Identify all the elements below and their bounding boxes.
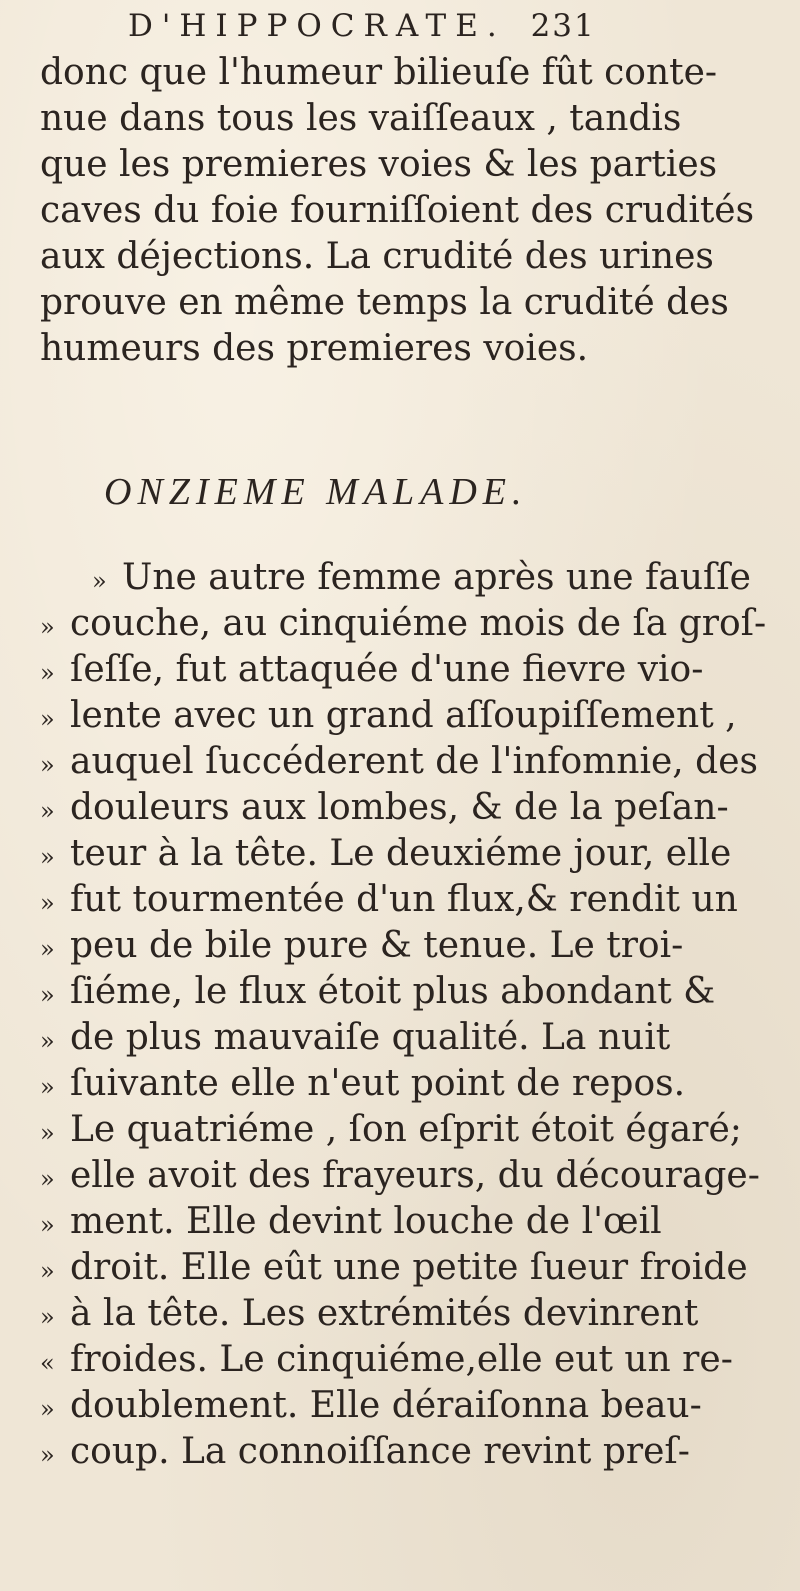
intro-paragraph [40, 50, 780, 372]
text-line: nue dans tous les vaiſſeaux , tandis [40, 98, 682, 139]
quote-text: douleurs aux lombes, & de la peſan- [70, 787, 729, 828]
quote-line [40, 1153, 800, 1199]
quote-line [40, 647, 800, 693]
quote-mark: » [40, 1211, 55, 1239]
quote-line [40, 877, 800, 923]
quote-mark: » [40, 1441, 55, 1469]
quote-line [40, 555, 800, 601]
running-header [128, 8, 728, 44]
quote-mark: » [40, 1257, 55, 1285]
quote-mark: » [40, 1165, 55, 1193]
quote-line [40, 923, 800, 969]
quote-text: droit. Elle eût une petite ſueur froide [70, 1247, 748, 1288]
quote-text: ment. Elle devint louche de l'œil [70, 1201, 662, 1242]
quote-text: fut tourmentée d'un flux,& rendit un [70, 879, 738, 920]
quote-line [40, 1291, 800, 1337]
quote-mark: » [40, 981, 55, 1009]
quote-line [40, 1245, 800, 1291]
quote-mark: » [40, 659, 55, 687]
quote-mark: » [40, 613, 55, 641]
text-line: donc que l'humeur bilieuſe fût conte- [40, 52, 718, 93]
quote-line [40, 1199, 800, 1245]
quote-text: elle avoit des frayeurs, du décourage- [70, 1155, 760, 1196]
quote-line [40, 785, 800, 831]
quote-mark: » [40, 1119, 55, 1147]
quote-line [40, 693, 800, 739]
quote-mark: » [40, 1027, 55, 1055]
quote-text: lente avec un grand aſſoupiſſement , [70, 695, 737, 736]
quote-text: à la tête. Les extrémités devinrent [70, 1293, 699, 1334]
quote-text: auquel ſuccéderent de l'infomnie, des [70, 741, 758, 782]
quote-line [40, 1061, 800, 1107]
quote-line [40, 831, 800, 877]
running-title: D'HIPPOCRATE. [128, 8, 506, 44]
quote-text: de plus mauvaiſe qualité. La nuit [70, 1017, 671, 1058]
text-line: caves du foie fourniſſoient des crudités [40, 190, 755, 231]
quote-text: couche, au cinquiéme mois de ſa groſ- [70, 603, 767, 644]
quoted-case-paragraph [40, 555, 800, 1475]
quote-line [40, 1337, 800, 1383]
quote-mark: » [40, 705, 55, 733]
section-heading: ONZIEME MALADE. [104, 471, 528, 513]
quote-line [40, 969, 800, 1015]
text-line: humeurs des premieres voies. [40, 328, 589, 369]
quote-text: teur à la tête. Le deuxiéme jour, elle [70, 833, 732, 874]
quote-mark: » [92, 567, 107, 595]
quote-text: ſeſſe, fut attaquée d'une fievre vio- [70, 649, 704, 690]
quote-mark: « [40, 1349, 55, 1377]
quote-mark: » [40, 751, 55, 779]
page-number: 231 [530, 8, 596, 44]
quote-text: ſiéme, le flux étoit plus abondant & [70, 971, 716, 1012]
quote-text: peu de bile pure & tenue. Le troi- [70, 925, 684, 966]
quote-mark: » [40, 797, 55, 825]
quote-text: doublement. Elle déraiſonna beau- [70, 1385, 702, 1426]
quote-text: froides. Le cinquiéme,elle eut un re- [70, 1339, 733, 1380]
quote-text: Une autre femme après une fauſſe [122, 557, 751, 598]
quote-line [40, 1107, 800, 1153]
quote-text: coup. La connoiſſance revint preſ- [70, 1431, 690, 1472]
quote-line [40, 601, 800, 647]
quote-line [40, 1383, 800, 1429]
quote-line [40, 1015, 800, 1061]
quote-mark: » [40, 889, 55, 917]
quote-text: Le quatriéme , ſon eſprit étoit égaré; [70, 1109, 742, 1150]
quote-line [40, 1429, 800, 1475]
quote-mark: » [40, 1395, 55, 1423]
quote-mark: » [40, 843, 55, 871]
quote-text: ſuivante elle n'eut point de repos. [70, 1063, 686, 1104]
text-line: que les premieres voies & les parties [40, 144, 718, 185]
text-line: aux déjections. La crudité des urines [40, 236, 714, 277]
quote-line [40, 739, 800, 785]
text-line: prouve en même temps la crudité des [40, 282, 729, 323]
quote-mark: » [40, 1303, 55, 1331]
quote-mark: » [40, 1073, 55, 1101]
quote-mark: » [40, 935, 55, 963]
